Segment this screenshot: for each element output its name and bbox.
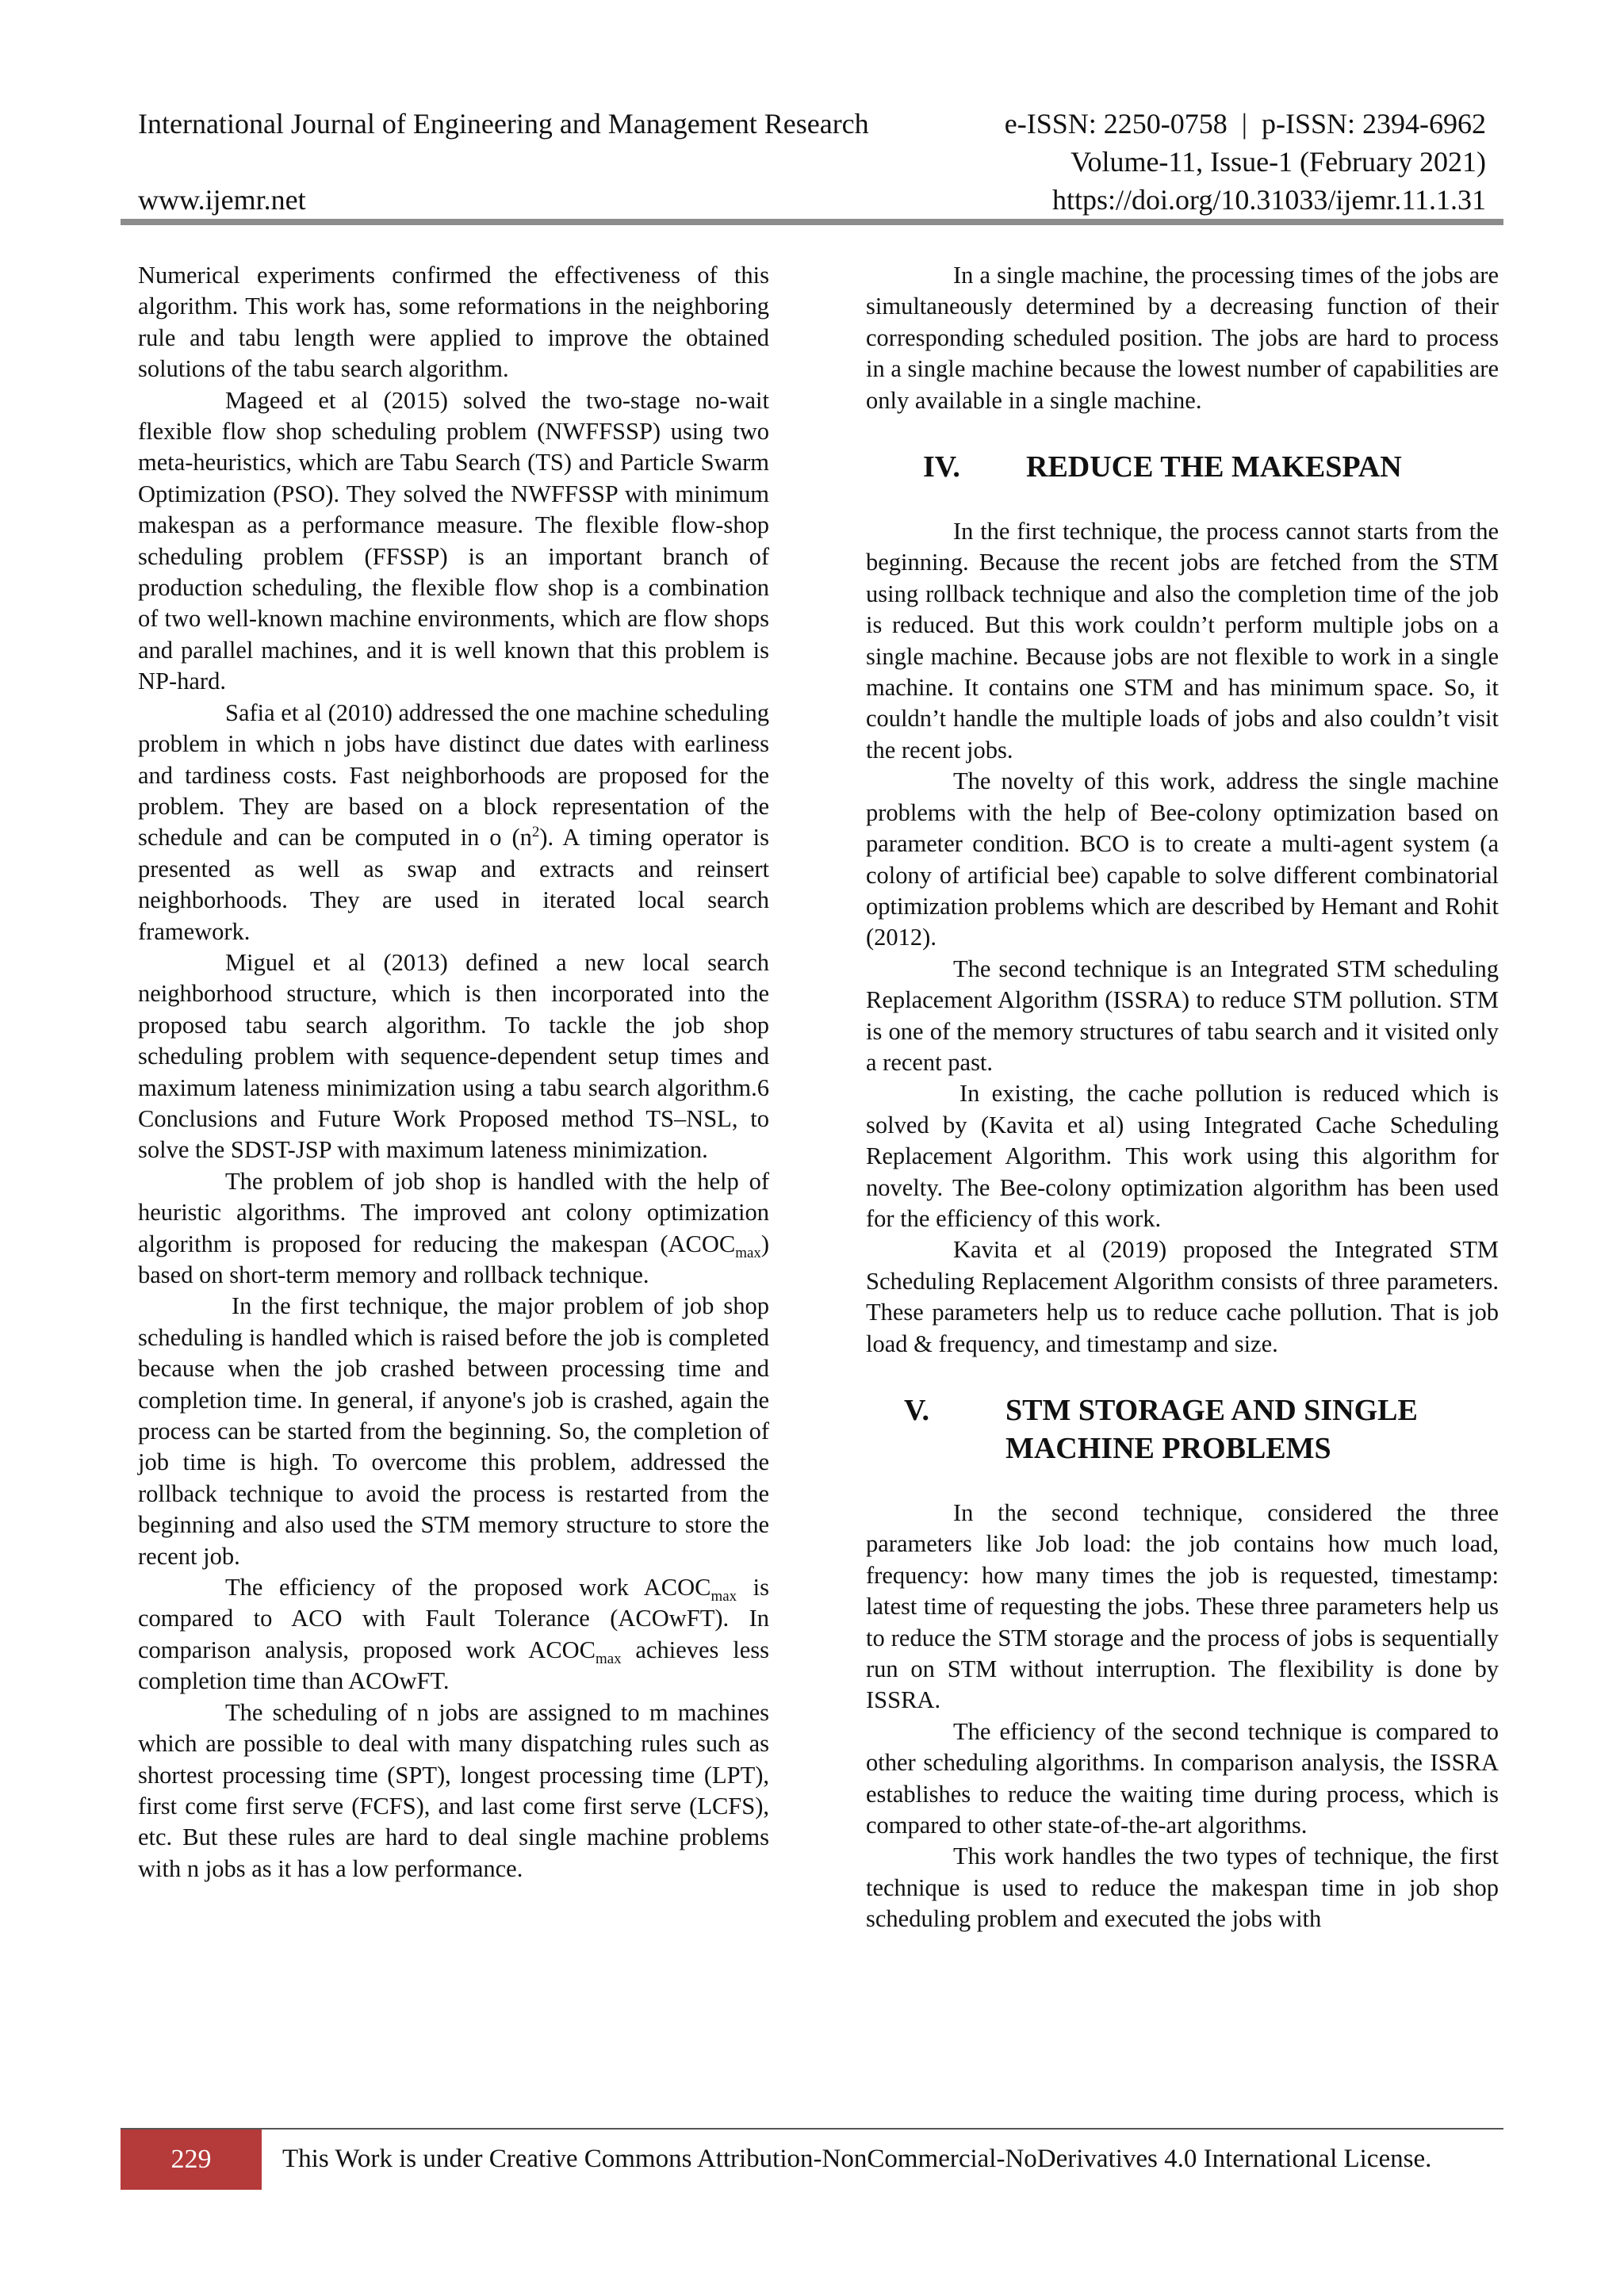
volume: Volume-11, Issue-1 (February 2021) (1071, 146, 1486, 178)
paragraph: Mageed et al (2015) solved the two-stage no-wait flexible flow shop scheduling problem (NWFFSSP) using two meta-heuristics, which are Tabu Search (TS) and Particle Swarm Optimization (PSO). They solved the NWFFSSP with minimum makespan as a performance measure. The flexible flow-shop scheduling problem (FFSSP) is an important branch of production scheduling, the flexible flow shop is a combination of two well-known machine environments, which are flow shops and parallel machines, and it is well known that this problem is NP-hard. (138, 386, 769, 695)
paragraph: The scheduling of n jobs are assigned to m machines which are possible to deal with many dispatching rules such as shortest processing time (SPT), longest processing time (LPT), first come first serve (FCFS), and last come first serve (LCFS), etc. But these rules are hard to deal single machine problems with n jobs as it has a low performance. (138, 1698, 769, 1882)
journal-name: International Journal of Engineering and Management Research (138, 108, 869, 140)
paragraph: The novelty of this work, address the single machine problems with the help of Bee-colony optimization based on parameter condition. BCO is to create a multi-agent system (a colony of artificial bee) capable to solve different combinatorial optimization problems which are described by Hemant and Rohit (2012). (866, 767, 1499, 951)
journal-website: www.ijemr.net (138, 184, 306, 216)
license-text: This Work is under Creative Commons Attribution-NonCommercial-NoDerivatives 4.0 International License. (282, 2145, 1432, 2173)
page-number-box (121, 2130, 262, 2190)
header-rule (121, 219, 1503, 225)
paragraph: In existing, the cache pollution is reduced which is solved by (Kavita et al) using Integrated Cache Scheduling Replacement Algorithm. This work using this algorithm for novelty. The Bee-colony optimization algorithm has been used for the efficiency of this work. (866, 1080, 1499, 1232)
page-number: 229 (170, 2145, 212, 2174)
header-right (1005, 105, 1486, 219)
paragraph: Kavita et al (2019) proposed the Integrated STM Scheduling Replacement Algorithm consists of three parameters. These parameters help us to reduce cache pollution. That is job load & frequency, and timestamp and size. (866, 1236, 1499, 1357)
paragraph: The problem of job shop is handled with the help of heuristic algorithms. The improved ant colony optimization algorithm is proposed for reducing the makespan $(ACOC_{max})$ based on short-term memory and rollback technique. (138, 1167, 769, 1288)
paragraph: The efficiency of the proposed work $ACOC_{max}$ is compared to ACO with Fault Tolerance (ACOwFT). In comparison analysis, proposed work $ACOC_{max}$ achieves less completion time than ACOwFT. (138, 1574, 770, 1695)
header-left (138, 105, 869, 219)
section-number: V. (904, 1394, 930, 1427)
section-number: IV. (923, 450, 960, 484)
doi: https://doi.org/10.31033/ijemr.11.1.31 (1051, 184, 1486, 216)
section-heading-5 (866, 1391, 1499, 1468)
paragraph: This work handles the two types of technique, the first technique is used to reduce the makespan time in job shop scheduling problem and executed the jobs with (866, 1843, 1499, 1933)
subscript: max (735, 1244, 761, 1261)
section-title: STM STORAGE AND SINGLE MACHINE PROBLEMS (1005, 1394, 1418, 1465)
section-heading-4 (866, 448, 1499, 486)
paragraph: Safia et al (2010) addressed the one machine scheduling problem in which n jobs have distinct due dates with earliness and tardiness costs. Fast neighborhoods are proposed for the problem. They are based on a block representation of the schedule and can be computed in o $(n^2)$. A timing operator is presented as well as swap and extracts and reinsert neighborhoods. They are used in iterated local search framework. (138, 698, 770, 945)
paragraph: In the first technique, the major problem of job shop scheduling is handled which is raised before the job is completed because when the job crashed between processing time and completion time. In general, if anyone's job is crashed, again the process can be started from the beginning. So, the completion of job time is high. To overcome this problem, addressed the rollback technique to avoid the process is restarted from the beginning and also used the STM memory structure to store the recent job. (138, 1292, 769, 1570)
paragraph: Miguel et al (2013) defined a new local search neighborhood structure, which is then incorporated into the proposed tabu search algorithm. To tackle the job shop scheduling problem with sequence-dependent setup times and maximum lateness minimization using a tabu search algorithm.6 Conclusions and Future Work Proposed method TS–NSL, to solve the SDST-JSP with maximum lateness minimization. (138, 948, 769, 1164)
paragraph: The second technique is an Integrated STM scheduling Replacement Algorithm (ISSRA) to reduce STM pollution. STM is one of the memory structures of tabu search and it visited only a recent past. (866, 955, 1499, 1076)
paragraph: Numerical experiments confirmed the effectiveness of this algorithm. This work has, some reformations in the neighboring rule and tabu length were applied to improve the obtained solutions of the tabu search algorithm. (138, 262, 769, 383)
superscript: 2 (531, 824, 540, 841)
paragraph: In the first technique, the process cannot starts from the beginning. Because the recent jobs are fetched from the STM using rollback technique and also the completion time of the job is reduced. But this work couldn’t perform multiple jobs on a single machine. Because jobs are not flexible to work in a single machine. It contains one STM and has minimum space. So, it couldn’t handle the multiple loads of jobs and also couldn’t visit the recent jobs. (866, 518, 1499, 763)
paragraph: In a single machine, the processing times of the jobs are simultaneously determined by a decreasing function of their corresponding scheduled position. The jobs are hard to process in a single machine because the lowest number of capabilities are only available in a single machine. (866, 262, 1499, 414)
footer-rule (121, 2128, 1503, 2130)
paragraph: The efficiency of the second technique is compared to other scheduling algorithms. In comparison analysis, the ISSRA establishes to reduce the waiting time during process, which is compared to other state-of-the-art algorithms. (866, 1717, 1499, 1839)
subscript: max (596, 1650, 622, 1667)
issn: e-ISSN: 2250-0758 | p-ISSN: 2394-6962 (1004, 108, 1486, 140)
paragraph: In the second technique, considered the three parameters like Job load: the job contains how much load, frequency: how many times the job is requested, timestamp: latest time of requesting the jobs. These three parameters help us to reduce the STM storage and the process of jobs is sequentially run on STM without interruption. The flexibility is done by ISSRA. (866, 1499, 1499, 1714)
left-column (138, 260, 769, 1885)
right-column (866, 260, 1499, 1935)
section-title: REDUCE THE MAKESPAN (1026, 450, 1402, 484)
subscript: max (710, 1588, 737, 1605)
